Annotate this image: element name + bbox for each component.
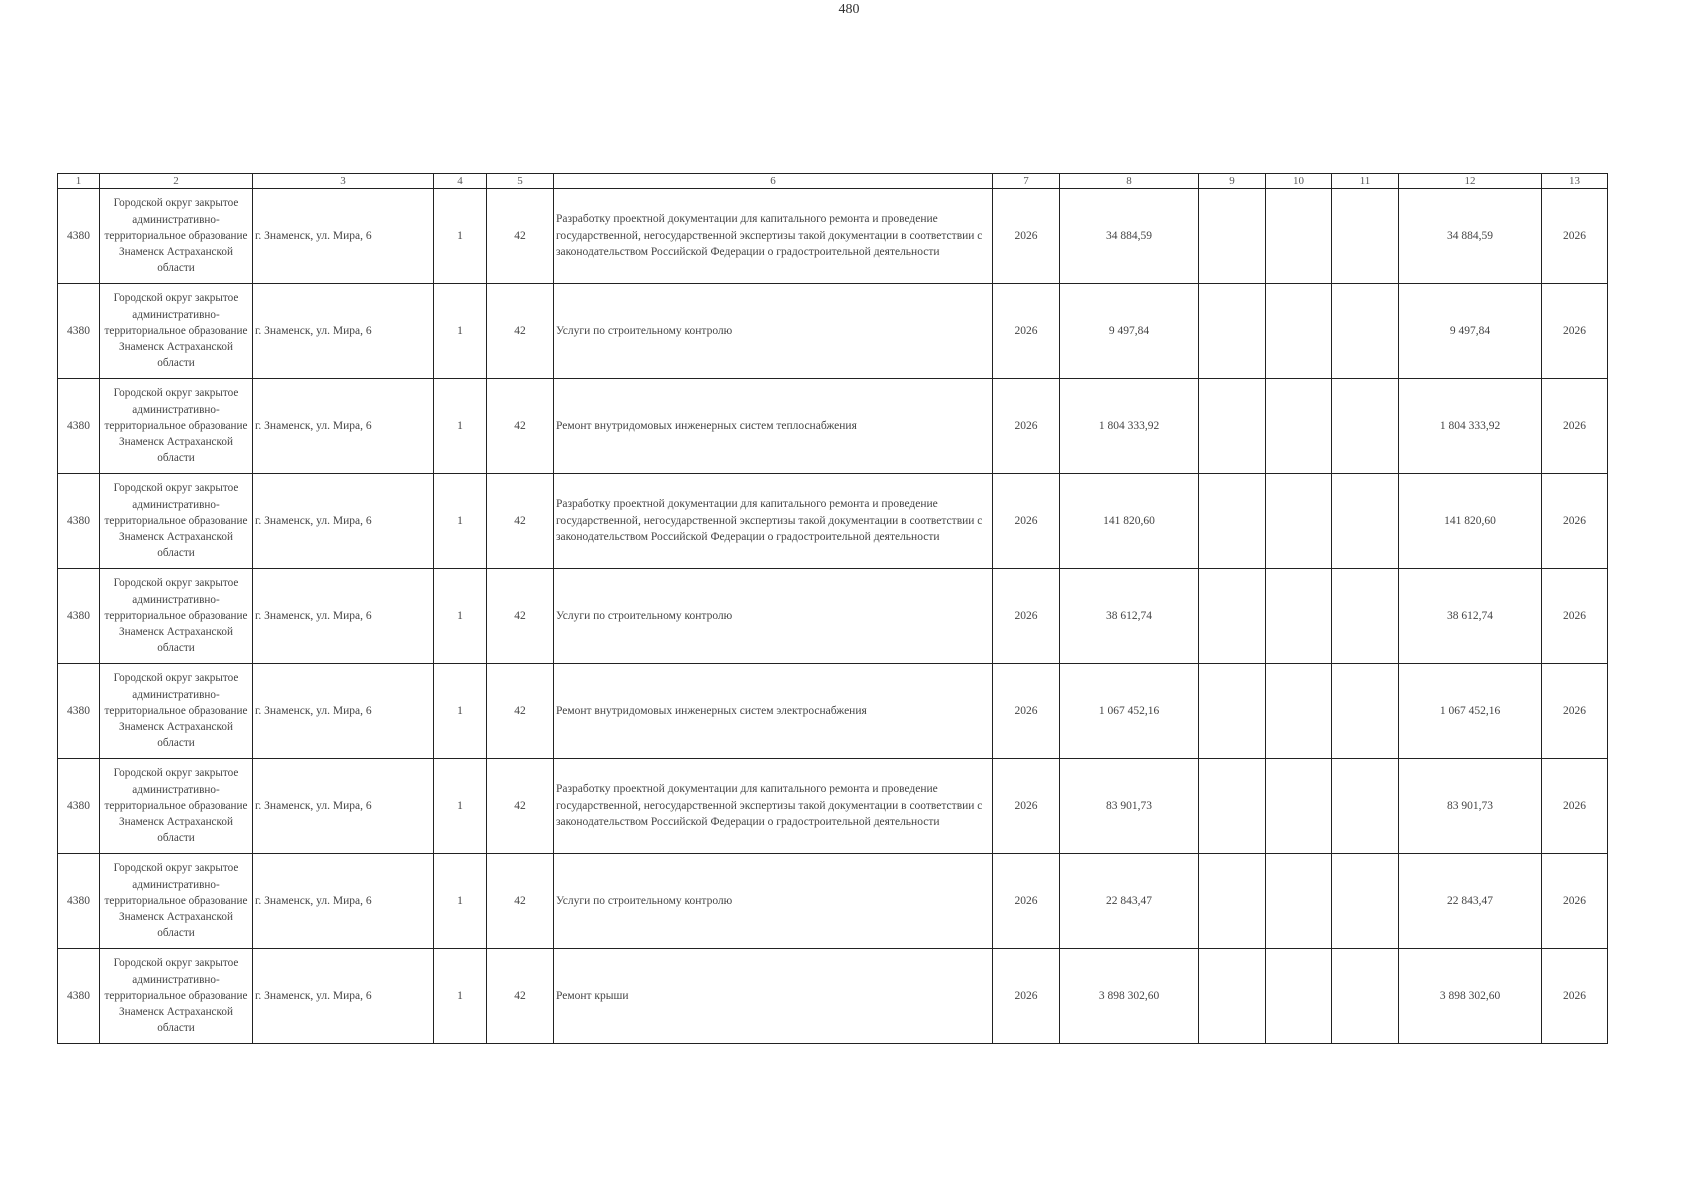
table-row	[58, 664, 1608, 759]
col-5-cell: 42	[487, 949, 554, 1044]
completion-year-cell: 2026	[1542, 759, 1608, 854]
table-row	[58, 379, 1608, 474]
year-cell: 2026	[993, 379, 1060, 474]
year-cell: 2026	[993, 569, 1060, 664]
work-type-cell: Разработку проектной документации для капитального ремонта и проведение государственной, негосударственной экспертизы такой документации в соответствии с законодательством Российской Федерации о градостроительной деятельности	[554, 759, 993, 854]
col-11-cell	[1332, 854, 1399, 949]
table-row	[58, 949, 1608, 1044]
municipality-cell: Городской округ закрытое административно-территориальное образование Знаменск Астраханской области	[100, 854, 253, 949]
year-cell: 2026	[993, 949, 1060, 1044]
col-11-cell	[1332, 189, 1399, 284]
municipality-cell: Городской округ закрытое административно-территориальное образование Знаменск Астраханской области	[100, 569, 253, 664]
address-cell: г. Знаменск, ул. Мира, 6	[253, 569, 434, 664]
col-4-cell: 1	[434, 474, 487, 569]
address-cell: г. Знаменск, ул. Мира, 6	[253, 474, 434, 569]
municipality-cell: Городской округ закрытое административно-территориальное образование Знаменск Астраханской области	[100, 949, 253, 1044]
row-number-cell: 4380	[58, 474, 100, 569]
col-5-cell: 42	[487, 284, 554, 379]
address-cell: г. Знаменск, ул. Мира, 6	[253, 284, 434, 379]
work-type-cell: Ремонт крыши	[554, 949, 993, 1044]
row-number-cell: 4380	[58, 664, 100, 759]
municipality-cell: Городской округ закрытое административно-территориальное образование Знаменск Астраханской области	[100, 379, 253, 474]
work-type-cell: Ремонт внутридомовых инженерных систем электроснабжения	[554, 664, 993, 759]
column-header-8: 8	[1060, 174, 1199, 189]
col-4-cell: 1	[434, 759, 487, 854]
col-10-cell	[1266, 759, 1332, 854]
cost-cell: 1 067 452,16	[1060, 664, 1199, 759]
year-cell: 2026	[993, 854, 1060, 949]
table-row	[58, 474, 1608, 569]
column-header-2: 2	[100, 174, 253, 189]
col-9-cell	[1199, 189, 1266, 284]
column-header-11: 11	[1332, 174, 1399, 189]
municipality-cell: Городской округ закрытое административно-территориальное образование Знаменск Астраханской области	[100, 664, 253, 759]
completion-year-cell: 2026	[1542, 379, 1608, 474]
col-4-cell: 1	[434, 854, 487, 949]
capital-repair-table	[57, 173, 1608, 1044]
cost-cell: 1 804 333,92	[1060, 379, 1199, 474]
year-cell: 2026	[993, 759, 1060, 854]
year-cell: 2026	[993, 664, 1060, 759]
table-row	[58, 189, 1608, 284]
row-number-cell: 4380	[58, 949, 100, 1044]
total-cost-cell: 34 884,59	[1399, 189, 1542, 284]
col-9-cell	[1199, 664, 1266, 759]
col-10-cell	[1266, 379, 1332, 474]
col-5-cell: 42	[487, 664, 554, 759]
row-number-cell: 4380	[58, 379, 100, 474]
col-10-cell	[1266, 569, 1332, 664]
table-row	[58, 759, 1608, 854]
cost-cell: 38 612,74	[1060, 569, 1199, 664]
total-cost-cell: 22 843,47	[1399, 854, 1542, 949]
column-header-10: 10	[1266, 174, 1332, 189]
col-5-cell: 42	[487, 379, 554, 474]
col-11-cell	[1332, 379, 1399, 474]
col-4-cell: 1	[434, 189, 487, 284]
column-header-9: 9	[1199, 174, 1266, 189]
col-9-cell	[1199, 759, 1266, 854]
col-4-cell: 1	[434, 379, 487, 474]
column-header-4: 4	[434, 174, 487, 189]
col-5-cell: 42	[487, 474, 554, 569]
cost-cell: 22 843,47	[1060, 854, 1199, 949]
municipality-cell: Городской округ закрытое административно-территориальное образование Знаменск Астраханской области	[100, 189, 253, 284]
completion-year-cell: 2026	[1542, 949, 1608, 1044]
total-cost-cell: 83 901,73	[1399, 759, 1542, 854]
col-11-cell	[1332, 759, 1399, 854]
address-cell: г. Знаменск, ул. Мира, 6	[253, 189, 434, 284]
col-9-cell	[1199, 474, 1266, 569]
row-number-cell: 4380	[58, 569, 100, 664]
col-10-cell	[1266, 854, 1332, 949]
col-9-cell	[1199, 379, 1266, 474]
work-type-cell: Ремонт внутридомовых инженерных систем теплоснабжения	[554, 379, 993, 474]
address-cell: г. Знаменск, ул. Мира, 6	[253, 664, 434, 759]
year-cell: 2026	[993, 189, 1060, 284]
col-11-cell	[1332, 569, 1399, 664]
year-cell: 2026	[993, 474, 1060, 569]
work-type-cell: Услуги по строительному контролю	[554, 284, 993, 379]
completion-year-cell: 2026	[1542, 474, 1608, 569]
work-type-cell: Услуги по строительному контролю	[554, 854, 993, 949]
column-header-1: 1	[58, 174, 100, 189]
cost-cell: 83 901,73	[1060, 759, 1199, 854]
row-number-cell: 4380	[58, 854, 100, 949]
table-row	[58, 854, 1608, 949]
completion-year-cell: 2026	[1542, 854, 1608, 949]
column-header-13: 13	[1542, 174, 1608, 189]
col-10-cell	[1266, 189, 1332, 284]
work-type-cell: Услуги по строительному контролю	[554, 569, 993, 664]
col-5-cell: 42	[487, 854, 554, 949]
col-4-cell: 1	[434, 284, 487, 379]
col-9-cell	[1199, 569, 1266, 664]
address-cell: г. Знаменск, ул. Мира, 6	[253, 759, 434, 854]
table-row	[58, 569, 1608, 664]
address-cell: г. Знаменск, ул. Мира, 6	[253, 854, 434, 949]
column-header-5: 5	[487, 174, 554, 189]
col-9-cell	[1199, 284, 1266, 379]
column-header-6: 6	[554, 174, 993, 189]
col-11-cell	[1332, 284, 1399, 379]
municipality-cell: Городской округ закрытое административно-территориальное образование Знаменск Астраханской области	[100, 284, 253, 379]
col-4-cell: 1	[434, 949, 487, 1044]
address-cell: г. Знаменск, ул. Мира, 6	[253, 379, 434, 474]
municipality-cell: Городской округ закрытое административно-территориальное образование Знаменск Астраханской области	[100, 474, 253, 569]
cost-cell: 9 497,84	[1060, 284, 1199, 379]
municipality-cell: Городской округ закрытое административно-территориальное образование Знаменск Астраханской области	[100, 759, 253, 854]
column-header-12: 12	[1399, 174, 1542, 189]
col-11-cell	[1332, 949, 1399, 1044]
table-body	[58, 189, 1608, 1044]
col-10-cell	[1266, 284, 1332, 379]
table-header	[58, 174, 1608, 189]
col-4-cell: 1	[434, 569, 487, 664]
work-type-cell: Разработку проектной документации для капитального ремонта и проведение государственной, негосударственной экспертизы такой документации в соответствии с законодательством Российской Федерации о градостроительной деятельности	[554, 189, 993, 284]
col-10-cell	[1266, 949, 1332, 1044]
completion-year-cell: 2026	[1542, 189, 1608, 284]
address-cell: г. Знаменск, ул. Мира, 6	[253, 949, 434, 1044]
column-header-7: 7	[993, 174, 1060, 189]
col-9-cell	[1199, 854, 1266, 949]
col-10-cell	[1266, 474, 1332, 569]
col-9-cell	[1199, 949, 1266, 1044]
total-cost-cell: 9 497,84	[1399, 284, 1542, 379]
col-11-cell	[1332, 664, 1399, 759]
col-5-cell: 42	[487, 569, 554, 664]
table-row	[58, 284, 1608, 379]
row-number-cell: 4380	[58, 284, 100, 379]
total-cost-cell: 1 067 452,16	[1399, 664, 1542, 759]
col-5-cell: 42	[487, 759, 554, 854]
total-cost-cell: 3 898 302,60	[1399, 949, 1542, 1044]
row-number-cell: 4380	[58, 759, 100, 854]
col-5-cell: 42	[487, 189, 554, 284]
total-cost-cell: 1 804 333,92	[1399, 379, 1542, 474]
col-11-cell	[1332, 474, 1399, 569]
year-cell: 2026	[993, 284, 1060, 379]
column-header-3: 3	[253, 174, 434, 189]
total-cost-cell: 38 612,74	[1399, 569, 1542, 664]
total-cost-cell: 141 820,60	[1399, 474, 1542, 569]
col-4-cell: 1	[434, 664, 487, 759]
cost-cell: 34 884,59	[1060, 189, 1199, 284]
row-number-cell: 4380	[58, 189, 100, 284]
header-row	[58, 174, 1608, 189]
completion-year-cell: 2026	[1542, 284, 1608, 379]
col-10-cell	[1266, 664, 1332, 759]
cost-cell: 3 898 302,60	[1060, 949, 1199, 1044]
completion-year-cell: 2026	[1542, 569, 1608, 664]
work-type-cell: Разработку проектной документации для капитального ремонта и проведение государственной, негосударственной экспертизы такой документации в соответствии с законодательством Российской Федерации о градостроительной деятельности	[554, 474, 993, 569]
completion-year-cell: 2026	[1542, 664, 1608, 759]
cost-cell: 141 820,60	[1060, 474, 1199, 569]
page-number: 480	[838, 2, 860, 17]
